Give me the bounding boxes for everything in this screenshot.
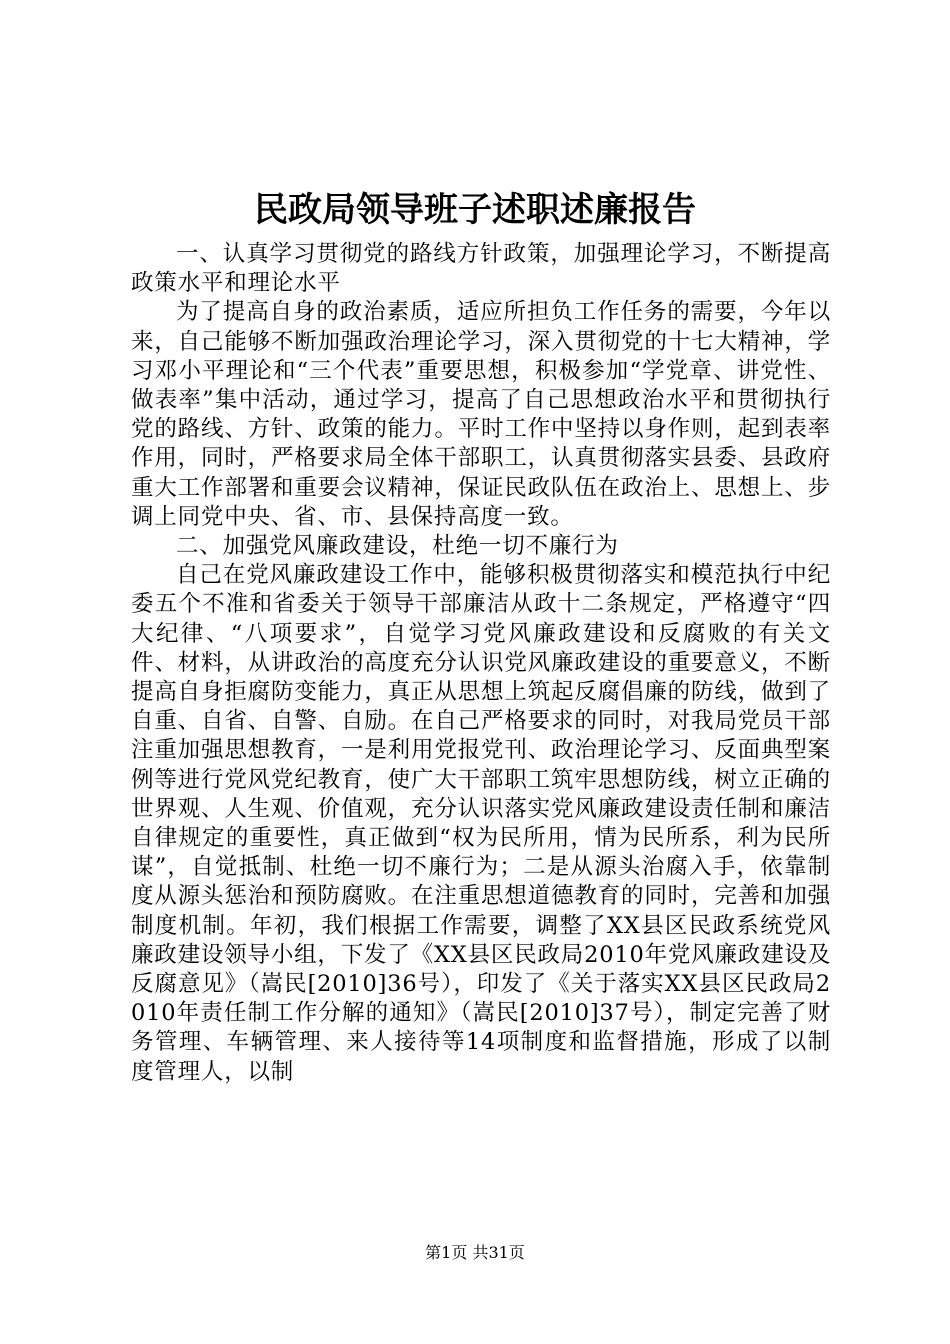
section-heading-2: 二、加强党风廉政建设，杜绝一切不廉行为 xyxy=(176,533,619,560)
page-number-footer: 第1页 共31页 xyxy=(425,1243,525,1262)
body-paragraph-2: 自己在党风廉政建设工作中，能够积极贯彻落实和模范执行中纪委五个不准和省委关于领导干部廉洁从政十二条规定，严格遵守“四大纪律、“八项要求”，自觉学习党风廉政建设和反腐败的有关文件、材料，从讲政治的高度充分认识党风廉政建设的重要意义，不断提高自身拒腐防变能力，真正从思想上筑起反腐倡廉的防线，做到了自重、自省、自警、自励。在自己严格要求的同时，对我局党员干部注重加强思想教育，一是利用党报党刊、政治理论学习、反面典型案例等进行党风党纪教育，使广大干部职工筑牢思想防线，树立正确的世界观、人生观、价值观，充分认识落实党风廉政建设责任制和廉洁自律规定的重要性，真正做到“权为民所用，情为民所系，利为民所谋”，自觉抵制、杜绝一切不廉行为；二是从源头治腐入手，依靠制度从源头惩治和预防腐败。在注重思想道德教育的同时，完善和加强制度机制。年初，我们根据工作需要，调整了XX县区民政系统党风廉政建设领导小组，下发了《XX县区民政局2010年党风廉政建设及反腐意见》（嵩民[2010]36号），印发了《关于落实XX县区民政局2010年责任制工作分解的通知》（嵩民[2010]37号），制定完善了财务管理、车辆管理、来人接待等14项制度和监督措施，形成了以制度管理人，以制 xyxy=(131,562,831,1085)
document-body xyxy=(131,240,831,1087)
document-title: 民政局领导班子述职述廉报告 xyxy=(254,190,696,230)
body-paragraph-1: 为了提高自身的政治素质，适应所担负工作任务的需要，今年以来，自己能够不断加强政治理论学习，深入贯彻党的十七大精神，学习邓小平理论和“三个代表”重要思想，积极参加“学党章、讲党性、做表率”集中活动，通过学习，提高了自己思想政治水平和贯彻执行党的路线、方针、政策的能力。平时工作中坚持以身作则，起到表率作用，同时，严格要求局全体干部职工，认真贯彻落实县委、县政府重大工作部署和重要会议精神，保证民政队伍在政治上、思想上、步调上同党中央、省、市、县保持高度一致。 xyxy=(131,299,831,530)
section-heading-1: 一、认真学习贯彻党的路线方针政策，加强理论学习，不断提高政策水平和理论水平 xyxy=(131,241,831,297)
